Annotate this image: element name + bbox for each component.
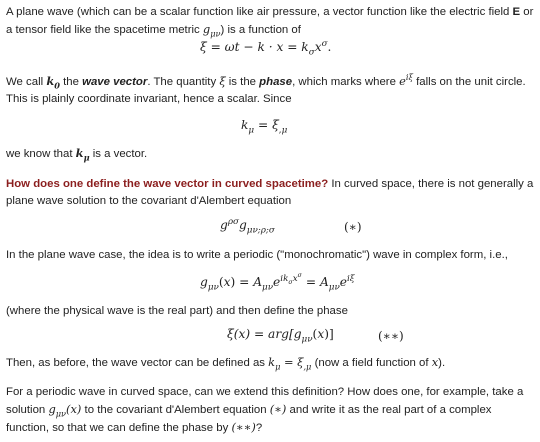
real-part-paragraph [6,303,534,320]
math-k-mu: $k_\mu$ [75,146,90,163]
text: We call [6,76,44,88]
text: falls on the unit circle. This is plainly coordinate invariant, hence a scalar. Since [6,76,526,105]
wave-vector-paragraph [6,73,534,108]
text: to the covariant d'Alembert equation [84,404,267,416]
intro-paragraph [6,4,534,39]
text: ? [255,422,263,434]
term-phase: phase [259,76,293,88]
intro-text: ) is a function of [220,24,301,36]
text: and write it as the real part of a complex function, so that we can define the phase by [6,404,492,434]
question-heading: How does one define the wave vector in curved spacetime? [6,178,329,190]
math-E: E [512,6,521,18]
equation-text: ξ(x) = arg[g [227,327,302,341]
text: is a vector. [92,148,148,160]
math-xi: ξ [219,74,226,88]
vector-paragraph [6,145,534,163]
text: For a periodic wave in curved space, can we extend this definition? How does one, for example, take a solution [6,386,524,416]
equation-text: ξ = ωt − k · x = k [200,40,309,54]
text: In curved space, there is not generally a plane wave solution to the covariant d'Alembert equation [6,178,534,207]
equation-phase-definition: $\xi = \omega t - k \cdot x = k_\sigma x^\sigma$. [200,38,332,58]
math-x: x [431,355,439,369]
math-exp: $e^{i\xi}$ [399,72,413,88]
math-star: (∗) [269,402,287,416]
text: (where the physical wave is the real part) and then define the phase [6,305,348,317]
final-question-paragraph [6,384,534,437]
text: Then, as before, the wave vector can be defined as [6,357,265,369]
equation-k-mu: $k_\mu = \xi_{,\mu}$ [241,118,288,136]
math-g-munu: $g_{\mu\nu}$ [202,22,221,39]
text: we know that [6,148,73,160]
equation-phase-arg: $\xi(x) = arg[g_{\mu\nu}(x)]$ [227,327,334,345]
math-k0: $k_0$ [46,74,60,91]
equation-dalembert: $g^{\rho\sigma}g_{\mu\nu;\rho;\sigma}$ [220,216,275,236]
text: , which marks where [292,76,396,88]
text: ). [438,357,446,369]
text: (now a field function of [314,357,429,369]
text: In the plane wave case, the idea is to write a periodic ("monochromatic") wave in complex form, i.e., [6,249,508,261]
complex-form-paragraph [6,247,534,264]
math-double-star: (∗∗) [231,420,256,434]
equation-text: k [241,118,249,132]
intro-text: A plane wave (which can be a scalar function like air pressure, a vector function like the electric field [6,6,510,18]
term-wave-vector: wave vector [82,76,148,88]
equation-complex-form: $g_{\mu\nu}(x) = A_{\mu\nu}e^{ik_\sigma x^\sigma} = A_{\mu\nu}e^{i\xi}$ [200,272,355,293]
text: . The quantity [147,76,217,88]
math-k-mu-def: $k_\mu = \xi_{,\mu}$ [268,355,312,372]
intro-text: or a tensor field like the spacetime metric [6,6,534,36]
wave-vector-definition-paragraph [6,354,534,372]
math-g-munu-x: $g_{\mu\nu}(x)$ [48,402,82,419]
question-paragraph [6,176,534,210]
text: is the [228,76,256,88]
text: the [63,76,79,88]
equation-tag-double-star: (∗∗) [378,329,404,343]
equation-tag-star: (∗) [344,220,362,234]
